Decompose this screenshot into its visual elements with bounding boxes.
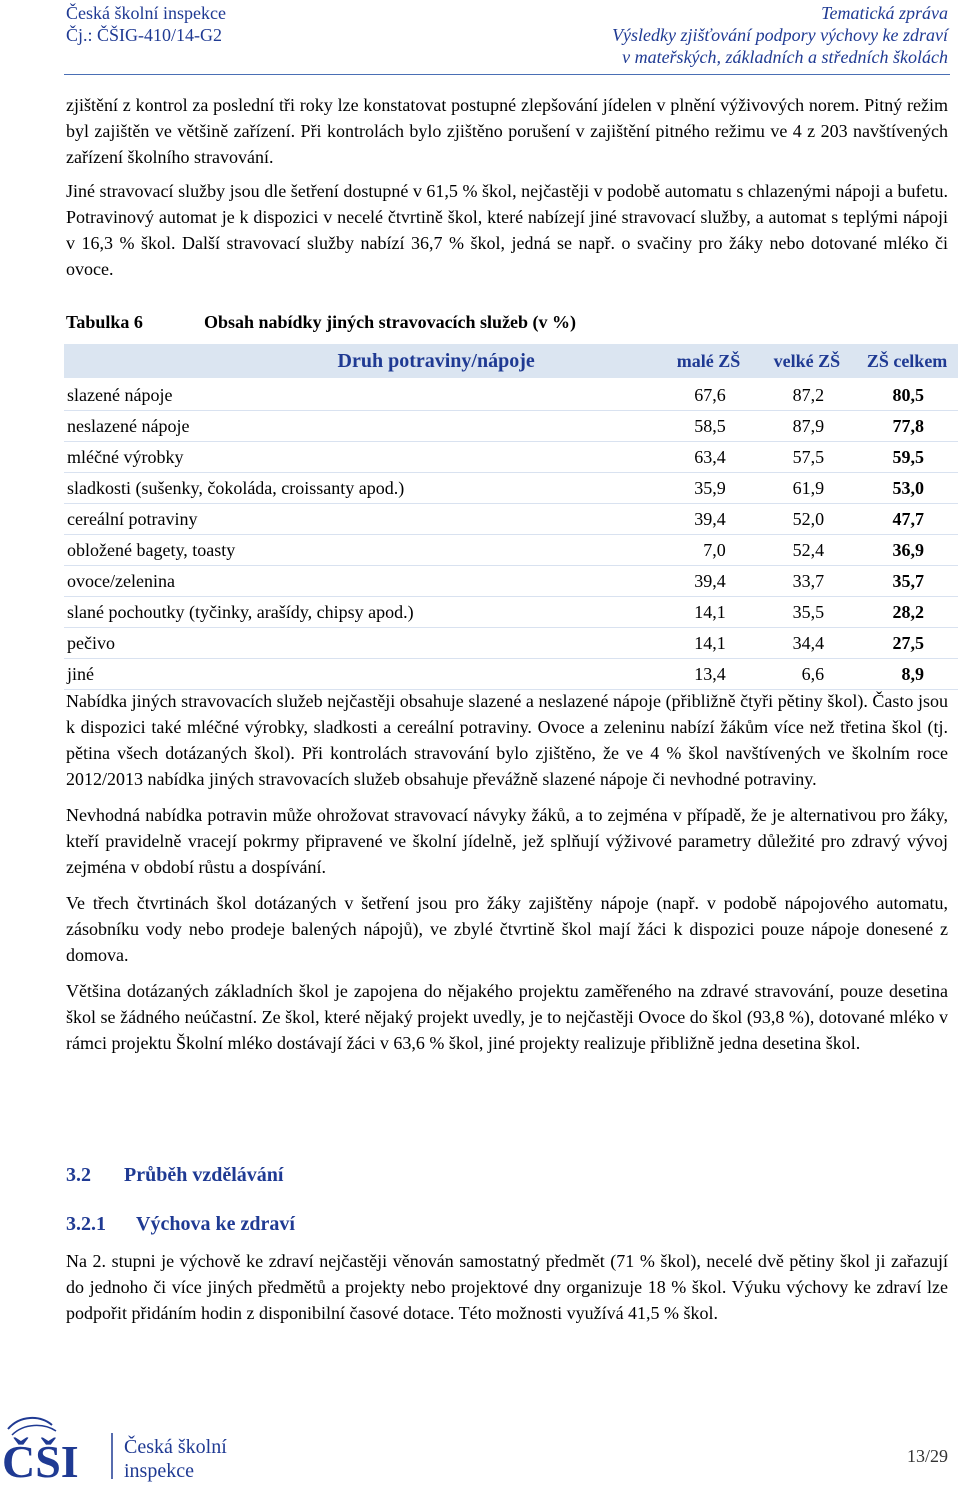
- paragraph: Nabídka jiných stravovacích služeb nejčastěji obsahuje slazené a neslazené nápoje (přibližně čtyři pětiny škol). Často jsou k dispozici také mléčné výrobky, sladkosti a cereální potraviny. Ovoce a zeleninu nabízí žákům více než třetina škol (tj. pětina všech dotázaných škol). Při kontrolách stravování bylo zjištěno, že ve 4 % škol navštívených ve školním roce 2012/2013 nabídka jiných stravovacích služeb obsahuje převážně slazené nápoje či nevhodné potraviny.: [66, 691, 948, 789]
- paragraph: Ve třech čtvrtinách škol dotázaných v šetření jsou pro žáky zajištěny nápoje (např. v podobě nápojového automatu, zásobníku vody nebo prodeje balených nápojů), ve zbylé čtvrtině škol mají žáci k dispozici pouze nápoje donesené z domova.: [66, 893, 948, 965]
- header-divider: [64, 74, 950, 75]
- col-header-large: velké ZŠ: [758, 344, 856, 379]
- value-total-cell: 28,2: [856, 597, 958, 628]
- value-small-cell: 13,4: [659, 659, 757, 690]
- col-header-total: ZŠ celkem: [856, 344, 958, 379]
- table-row: [64, 504, 958, 535]
- value-small-cell: 35,9: [659, 473, 757, 504]
- table-row: [64, 442, 958, 473]
- value-large-cell: 52,0: [758, 504, 856, 535]
- value-small-cell: 39,4: [659, 566, 757, 597]
- row-name-cell: sladkosti (sušenky, čokoláda, croissanty apod.): [64, 473, 659, 504]
- header-left: [66, 2, 226, 46]
- value-small-cell: 14,1: [659, 628, 757, 659]
- value-large-cell: 61,9: [758, 473, 856, 504]
- value-total-cell: 53,0: [856, 473, 958, 504]
- paragraph: Většina dotázaných základních škol je zapojena do nějakého projektu zaměřeného na zdravé stravování, pouze desetina škol se žádného neúčastní. Ze škol, které nějaký projekt uvedly, je to nejčastěji Ovoce do škol (93,8 %), dotované mléko v rámci projektu Školní mléko dostávají žáci v 63,6 % škol, jiné projekty realizuje přibližně jedna desetina škol.: [66, 981, 948, 1053]
- value-large-cell: 35,5: [758, 597, 856, 628]
- value-small-cell: 39,4: [659, 504, 757, 535]
- value-small-cell: 58,5: [659, 411, 757, 442]
- col-header-item: Druh potraviny/nápoje: [64, 344, 659, 379]
- header-report-subtitle: v mateřských, základních a středních školách: [622, 47, 948, 67]
- content-middle: [66, 688, 948, 1056]
- paragraph: Jiné stravovací služby jsou dle šetření dostupné v 61,5 % škol, nejčastěji v podobě automatu s chlazenými nápoji a bufetu. Potravinový automat je k dispozici v necelé čtvrtině škol, které nabízejí jiné stravovací služby, a automat s teplými nápoji v 16,3 % škol. Další stravovací služby nabízí 36,7 % škol, jedná se např. o svačiny pro žáky nebo dotované mléko či ovoce.: [66, 181, 948, 279]
- paragraph: zjištění z kontrol za poslední tři roky lze konstatovat postupné zlepšování jídelen v plnění výživových norem. Pitný režim byl zajištěn ve většině zařízení. Při kontrolách bylo zjištěno porušení v zajištění pitného režimu ve 4 z 203 navštívených zařízení školního stravování.: [66, 95, 948, 167]
- content-bottom: [66, 1248, 948, 1326]
- header-report-type: Tematická zpráva: [821, 3, 948, 23]
- header-ref: Čj.: ČŠIG-410/14-G2: [66, 25, 223, 45]
- row-name-cell: pečivo: [64, 628, 659, 659]
- table-body: [64, 379, 958, 690]
- value-total-cell: 8,9: [856, 659, 958, 690]
- paragraph: Nevhodná nabídka potravin může ohrožovat stravovací návyky žáků, a to zejména v případě, že je alternativou pro žáky, kteří pravidelně vracejí pokrmy připravené ve školní jídelně, jež splňují výživové parametry důležité pro zdravý vývoj zejména v období růstu a dospívání.: [66, 805, 948, 877]
- value-total-cell: 80,5: [856, 379, 958, 411]
- col-header-small: malé ZŠ: [659, 344, 757, 379]
- row-name-cell: cereální potraviny: [64, 504, 659, 535]
- value-large-cell: 33,7: [758, 566, 856, 597]
- value-total-cell: 36,9: [856, 535, 958, 566]
- value-large-cell: 34,4: [758, 628, 856, 659]
- value-large-cell: 87,2: [758, 379, 856, 411]
- table-row: [64, 411, 958, 442]
- table-header-row: [64, 344, 958, 379]
- section-number: 3.2: [66, 1164, 91, 1186]
- value-large-cell: 87,9: [758, 411, 856, 442]
- row-name-cell: obložené bagety, toasty: [64, 535, 659, 566]
- table-row: [64, 597, 958, 628]
- table-number: Tabulka 6: [66, 312, 143, 332]
- subsection-heading: [66, 1213, 295, 1236]
- table-row: [64, 628, 958, 659]
- row-name-cell: ovoce/zelenina: [64, 566, 659, 597]
- table-row: [64, 566, 958, 597]
- logo-swoosh-icon: [8, 1418, 56, 1435]
- value-total-cell: 47,7: [856, 504, 958, 535]
- value-total-cell: 59,5: [856, 442, 958, 473]
- value-small-cell: 14,1: [659, 597, 757, 628]
- header-right: [612, 2, 948, 68]
- section-heading: [66, 1164, 283, 1187]
- logo-text-line2: inspekce: [124, 1460, 194, 1482]
- row-name-cell: mléčné výrobky: [64, 442, 659, 473]
- table-row: [64, 473, 958, 504]
- value-large-cell: 52,4: [758, 535, 856, 566]
- data-table: [64, 344, 958, 690]
- subsection-number: 3.2.1: [66, 1213, 106, 1235]
- value-small-cell: 67,6: [659, 379, 757, 411]
- logo-letters: ČŠI: [2, 1436, 79, 1483]
- row-name-cell: neslazené nápoje: [64, 411, 659, 442]
- table-row: [64, 379, 958, 411]
- table-row: [64, 659, 958, 690]
- value-small-cell: 63,4: [659, 442, 757, 473]
- value-total-cell: 77,8: [856, 411, 958, 442]
- row-name-cell: slané pochoutky (tyčinky, arašídy, chipsy apod.): [64, 597, 659, 628]
- row-name-cell: jiné: [64, 659, 659, 690]
- subsection-title: Výchova ke zdraví: [136, 1213, 295, 1235]
- section-title: Průběh vzdělávání: [124, 1164, 284, 1186]
- table-caption: [66, 312, 576, 333]
- table-row: [64, 535, 958, 566]
- header-report-title: Výsledky zjišťování podpory výchovy ke zdraví: [612, 25, 948, 45]
- paragraph: Na 2. stupni je výchově ke zdraví nejčastěji věnován samostatný předmět (71 % škol), necelé dvě pětiny škol ji zařazují do jednoho či více jiných předmětů a projekty nebo projektové dny organizuje 18 % škol. Výuku výchovy ke zdraví lze podpořit přidáním hodin z disponibilní časové dotace. Této možnosti využívá 41,5 % škol.: [66, 1251, 948, 1323]
- value-total-cell: 27,5: [856, 628, 958, 659]
- logo-text-line1: Česká školní: [124, 1436, 227, 1458]
- value-total-cell: 35,7: [856, 566, 958, 597]
- content-top: [66, 92, 948, 282]
- value-large-cell: 57,5: [758, 442, 856, 473]
- value-small-cell: 7,0: [659, 535, 757, 566]
- table-title: Obsah nabídky jiných stravovacích služeb (v %): [204, 312, 577, 332]
- page-number: 13/29: [906, 1446, 948, 1466]
- row-name-cell: slazené nápoje: [64, 379, 659, 411]
- csi-logo: [0, 1415, 260, 1483]
- value-large-cell: 6,6: [758, 659, 856, 690]
- header-org: Česká školní inspekce: [66, 3, 226, 23]
